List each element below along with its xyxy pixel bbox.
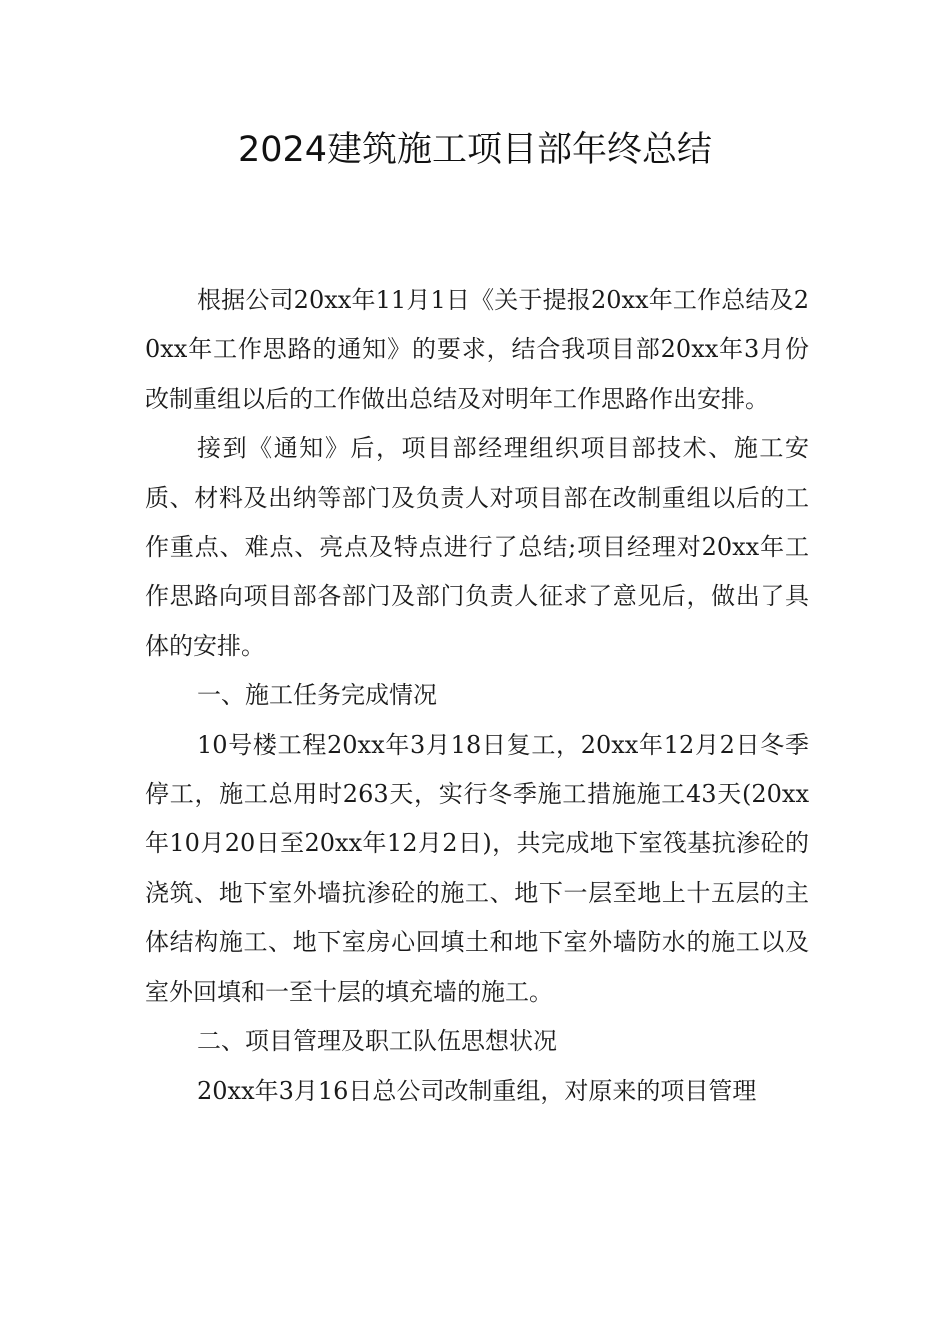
paragraph-notice: 接到《通知》后，项目部经理组织项目部技术、施工安质、材料及出纳等部门及负责人对项目部在改制重组以后的工作重点、难点、亮点及特点进行了总结;项目经理对20xx年工作思路向项目部各部门及部门负责人征求了意见后，做出了具体的安排。 (145, 434, 809, 660)
document-body (145, 276, 809, 1116)
paragraph-intro: 根据公司20xx年11月1日《关于提报20xx年工作总结及20xx年工作思路的通知》的要求，结合我项目部20xx年3月份改制重组以后的工作做出总结及对明年工作思路作出安排。 (145, 286, 809, 413)
paragraph-project-management: 20xx年3月16日总公司改制重组，对原来的项目管理 (197, 1076, 757, 1105)
section-heading-project-management: 二、项目管理及职工队伍思想状况 (197, 1027, 557, 1056)
document-title: 2024建筑施工项目部年终总结 (237, 130, 713, 170)
section-heading-construction-tasks: 一、施工任务完成情况 (197, 681, 437, 710)
paragraph-construction-tasks: 10号楼工程20xx年3月18日复工，20xx年12月2日冬季停工，施工总用时263天，实行冬季施工措施施工43天(20xx年10月20日至20xx年12月2日)，共完成地下室筏基抗渗砼的浇筑、地下室外墙抗渗砼的施工、地下一层至地上十五层的主体结构施工、地下室房心回填土和地下室外墙防水的施工以及室外回填和一至十层的填充墙的施工。 (145, 730, 809, 1006)
